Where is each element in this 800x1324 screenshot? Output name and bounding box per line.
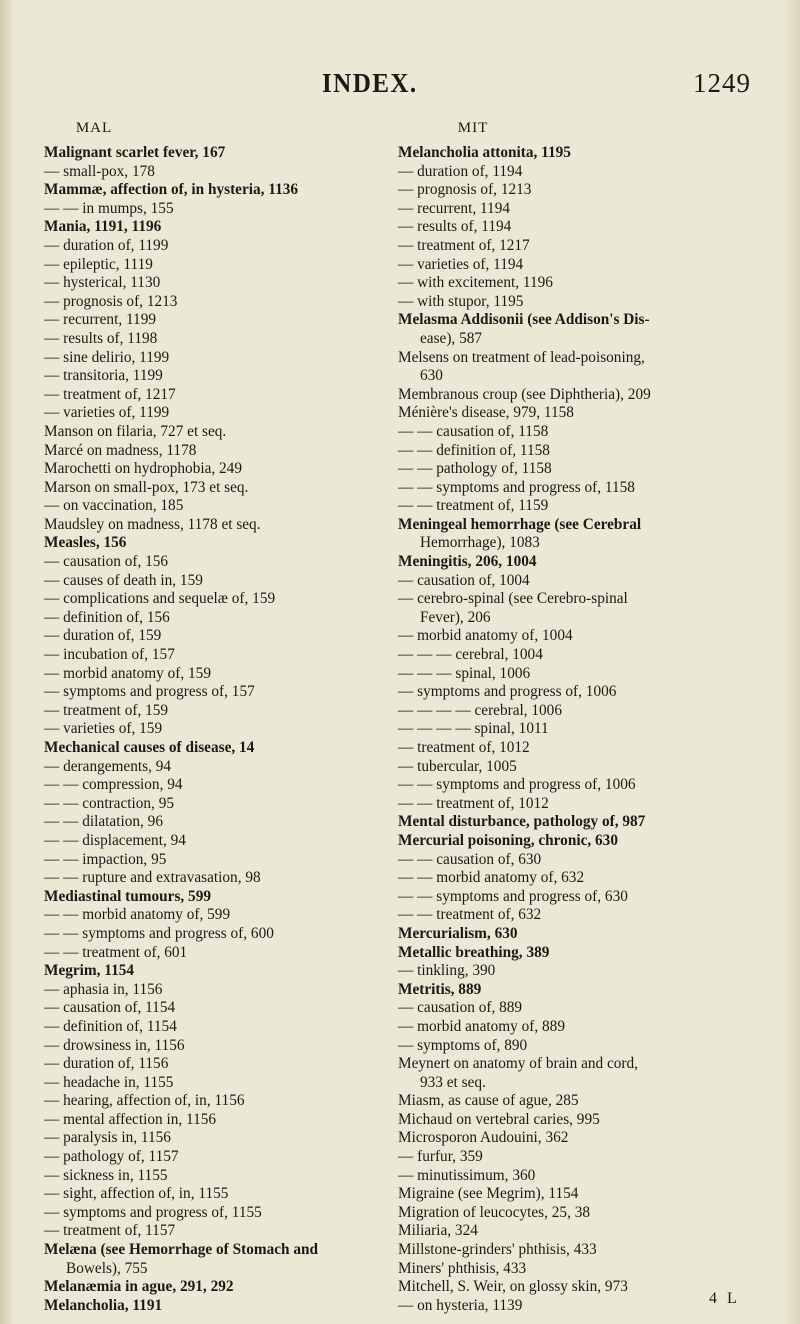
page-edge-shadow xyxy=(782,0,800,1324)
index-entry: — — causation of, 630 xyxy=(398,850,542,868)
index-entry: — morbid anatomy of, 159 xyxy=(44,664,211,682)
index-entry: — — treatment of, 1159 xyxy=(398,497,549,515)
index-entry: — cerebro-spinal (see Cerebro-spinal xyxy=(398,590,628,608)
index-entry: — causation of, 889 xyxy=(398,999,523,1017)
index-entry: — hearing, affection of, in, 1156 xyxy=(44,1092,245,1110)
index-entry: — with stupor, 1195 xyxy=(398,292,524,310)
index-entry-continuation: Fever), 206 xyxy=(420,608,491,626)
index-entry: — — — spinal, 1006 xyxy=(398,664,531,682)
index-entry: — — pathology of, 1158 xyxy=(398,460,552,478)
index-entry: Marson on small-pox, 173 et seq. xyxy=(44,478,249,496)
index-entry: Marochetti on hydrophobia, 249 xyxy=(44,460,242,478)
index-entry: Migration of leucocytes, 25, 38 xyxy=(398,1203,591,1221)
index-entry: — transitoria, 1199 xyxy=(44,367,163,385)
index-entry: Melasma Addisonii (see Addison's Dis- xyxy=(398,311,650,329)
index-entry: — — — — spinal, 1011 xyxy=(398,720,549,738)
index-entry-continuation: Hemorrhage), 1083 xyxy=(420,534,540,552)
index-entry: — symptoms and progress of, 157 xyxy=(44,683,255,701)
index-entry: — — symptoms and progress of, 1158 xyxy=(398,478,635,496)
right-entry-list xyxy=(398,144,734,1315)
index-entry: — treatment of, 1157 xyxy=(44,1222,176,1240)
index-entry: Mercurial poisoning, chronic, 630 xyxy=(398,831,618,849)
index-entry: — treatment of, 159 xyxy=(44,701,169,719)
index-entry: — — compression, 94 xyxy=(44,776,183,794)
index-entry-continuation: Bowels), 755 xyxy=(66,1259,148,1277)
index-entry: — sight, affection of, in, 1155 xyxy=(44,1185,229,1203)
index-entry: Metallic breathing, 389 xyxy=(398,943,550,961)
index-entry: — — contraction, 95 xyxy=(44,794,174,812)
index-entry: — on vaccination, 185 xyxy=(44,497,184,515)
index-entry: Meningeal hemorrhage (see Cerebral xyxy=(398,515,642,533)
index-entry: Metritis, 889 xyxy=(398,980,482,998)
index-entry: Melancholia, 1191 xyxy=(44,1296,163,1314)
index-entry: Miasm, as cause of ague, 285 xyxy=(398,1092,579,1110)
index-entry-continuation: ease), 587 xyxy=(420,329,483,347)
left-column xyxy=(44,118,380,1315)
index-entry: — epileptic, 1119 xyxy=(44,255,153,273)
index-entry: — symptoms and progress of, 1006 xyxy=(398,683,617,701)
index-entry: Mechanical causes of disease, 14 xyxy=(44,739,255,756)
index-entry: — — morbid anatomy of, 599 xyxy=(44,906,231,924)
index-entry: — furfur, 359 xyxy=(398,1148,483,1166)
index-entry: — causes of death in, 159 xyxy=(44,571,203,589)
index-entry: Measles, 156 xyxy=(44,534,127,552)
signature-mark: 4 L xyxy=(709,1290,740,1307)
index-entry: Melæna (see Hemorrhage of Stomach and xyxy=(44,1241,319,1259)
left-guide-word: MAL xyxy=(75,120,113,136)
page-title: INDEX. xyxy=(322,68,418,98)
index-entry: — aphasia in, 1156 xyxy=(44,980,163,998)
index-entry: Mania, 1191, 1196 xyxy=(44,218,162,236)
index-entry: — small-pox, 178 xyxy=(44,162,155,180)
index-entry: Maudsley on madness, 1178 et seq. xyxy=(44,515,261,533)
index-entry: — sine delirio, 1199 xyxy=(44,348,170,366)
index-entry: — — impaction, 95 xyxy=(44,850,167,868)
index-entry: — tubercular, 1005 xyxy=(398,757,517,775)
index-entry: — causation of, 156 xyxy=(44,553,169,571)
index-entry: Millstone-grinders' phthisis, 433 xyxy=(398,1241,597,1259)
index-entry: Meningitis, 206, 1004 xyxy=(398,553,537,571)
index-entry: — treatment of, 1217 xyxy=(44,385,176,403)
index-entry: — with excitement, 1196 xyxy=(398,274,553,292)
index-entry: — definition of, 156 xyxy=(44,608,170,626)
index-entry: Migraine (see Megrim), 1154 xyxy=(398,1185,579,1203)
index-entry: — — treatment of, 601 xyxy=(44,943,188,961)
index-entry: Microsporon Audouini, 362 xyxy=(398,1129,569,1147)
index-entry: — treatment of, 1012 xyxy=(398,739,530,756)
index-entry: — symptoms and progress of, 1155 xyxy=(44,1203,262,1221)
index-entry: — morbid anatomy of, 889 xyxy=(398,1017,565,1035)
page-header xyxy=(0,68,800,104)
index-entry: — — symptoms and progress of, 600 xyxy=(44,924,274,942)
index-entry: — — treatment of, 1012 xyxy=(398,794,549,812)
index-entry: — tinkling, 390 xyxy=(398,962,496,980)
index-entry: — — dilatation, 96 xyxy=(44,813,163,831)
index-entry: — incubation of, 157 xyxy=(44,646,175,664)
page-gutter-shadow xyxy=(0,0,12,1324)
index-entry: Miliaria, 324 xyxy=(398,1222,478,1240)
index-entry: — paralysis in, 1156 xyxy=(44,1129,171,1147)
index-entry: — — in mumps, 155 xyxy=(44,199,174,217)
index-entry: — recurrent, 1199 xyxy=(44,311,156,329)
index-entry: Manson on filaria, 727 et seq. xyxy=(44,422,227,440)
index-entry: — — definition of, 1158 xyxy=(398,441,550,459)
index-entry: — prognosis of, 1213 xyxy=(398,181,532,199)
index-entry: — hysterical, 1130 xyxy=(44,274,161,292)
index-entry: Melanæmia in ague, 291, 292 xyxy=(44,1278,234,1296)
index-entry: — prognosis of, 1213 xyxy=(44,292,178,310)
index-entry: — sickness in, 1155 xyxy=(44,1166,168,1184)
index-entry: Megrim, 1154 xyxy=(44,962,135,980)
index-entry: Mercurialism, 630 xyxy=(398,924,518,942)
index-entry: — varieties of, 159 xyxy=(44,720,163,738)
index-entry: Marcé on madness, 1178 xyxy=(44,441,197,459)
index-entry: Membranous croup (see Diphtheria), 209 xyxy=(398,385,651,403)
index-entry: — — rupture and extravasation, 98 xyxy=(44,869,261,887)
index-entry: — duration of, 1194 xyxy=(398,162,523,180)
index-entry: — pathology of, 1157 xyxy=(44,1148,179,1166)
index-entry: — — — — cerebral, 1006 xyxy=(398,701,562,719)
index-entry: — — causation of, 1158 xyxy=(398,422,549,440)
right-column xyxy=(398,118,734,1315)
index-entry: Michaud on vertebral caries, 995 xyxy=(398,1110,600,1128)
page-number: 1249 xyxy=(693,68,751,98)
index-entry: — recurrent, 1194 xyxy=(398,199,510,217)
index-entry: — complications and sequelæ of, 159 xyxy=(44,590,276,608)
index-entry: — definition of, 1154 xyxy=(44,1017,177,1035)
index-entry: — — symptoms and progress of, 630 xyxy=(398,887,628,905)
index-entry: Melancholia attonita, 1195 xyxy=(398,144,571,161)
index-entry: — varieties of, 1194 xyxy=(398,255,524,273)
index-entry: Mitchell, S. Weir, on glossy skin, 973 xyxy=(398,1278,628,1296)
index-entry: — duration of, 159 xyxy=(44,627,162,645)
index-entry: Malignant scarlet fever, 167 xyxy=(44,144,226,161)
index-entry: — results of, 1198 xyxy=(44,329,158,347)
left-entry-list xyxy=(44,144,380,1315)
index-entry: — causation of, 1004 xyxy=(398,571,530,589)
index-entry: — causation of, 1154 xyxy=(44,999,176,1017)
right-guide-word: MIT xyxy=(457,120,489,136)
index-entry: — treatment of, 1217 xyxy=(398,236,530,254)
index-entry: Melsens on treatment of lead-poisoning, xyxy=(398,348,645,366)
index-entry: — — treatment of, 632 xyxy=(398,906,542,924)
index-entry: — on hysteria, 1139 xyxy=(398,1296,523,1314)
index-entry: — varieties of, 1199 xyxy=(44,404,170,422)
index-entry: — — morbid anatomy of, 632 xyxy=(398,869,585,887)
index-entry-continuation: 933 et seq. xyxy=(420,1073,486,1091)
index-entry: — — displacement, 94 xyxy=(44,831,186,849)
index-entry: — results of, 1194 xyxy=(398,218,512,236)
index-entry: Ménière's disease, 979, 1158 xyxy=(398,404,574,422)
index-entry: — minutissimum, 360 xyxy=(398,1166,536,1184)
index-entry: — duration of, 1199 xyxy=(44,236,169,254)
index-entry: — symptoms of, 890 xyxy=(398,1036,528,1054)
index-entry: Mammæ, affection of, in hysteria, 1136 xyxy=(44,181,299,199)
index-entry: — drowsiness in, 1156 xyxy=(44,1036,185,1054)
index-entry: — mental affection in, 1156 xyxy=(44,1110,217,1128)
index-entry: — — symptoms and progress of, 1006 xyxy=(398,776,636,794)
index-entry: — morbid anatomy of, 1004 xyxy=(398,627,573,645)
index-entry: — headache in, 1155 xyxy=(44,1073,174,1091)
index-entry: Meynert on anatomy of brain and cord, xyxy=(398,1055,638,1073)
index-entry: — duration of, 1156 xyxy=(44,1055,169,1073)
index-entry: — — — cerebral, 1004 xyxy=(398,646,543,664)
index-entry: Mental disturbance, pathology of, 987 xyxy=(398,813,646,831)
index-entry: Mediastinal tumours, 599 xyxy=(44,887,211,905)
index-entry-continuation: 630 xyxy=(420,367,443,385)
index-entry: Miners' phthisis, 433 xyxy=(398,1259,527,1277)
index-entry: — derangements, 94 xyxy=(44,757,172,775)
